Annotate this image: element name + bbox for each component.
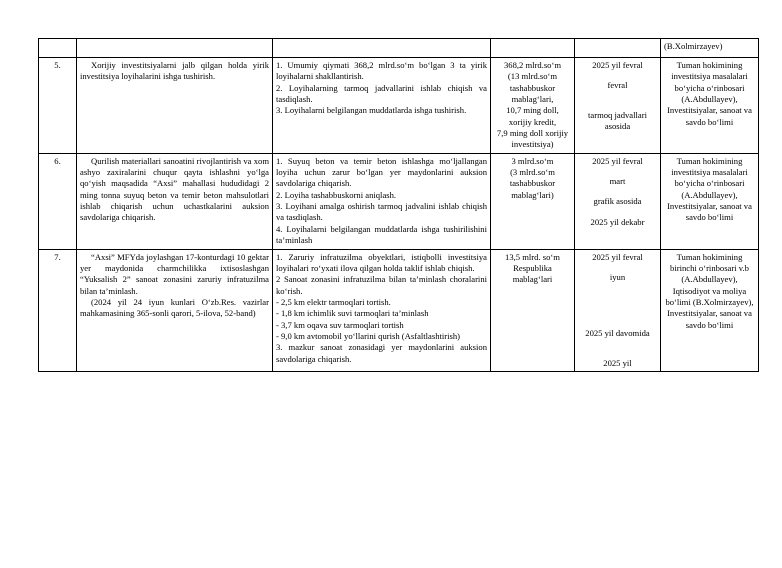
row-measures <box>273 58 491 154</box>
row-finance <box>491 58 575 154</box>
row-terms <box>575 58 661 154</box>
measure-item: 1. Suyuq beton va temir beton ishlashga mo‘ljallangan loyiha uchun zarur bo‘lgan yer maydonlarini auksion savdolariga chiqarish. <box>276 155 487 189</box>
measure-item: 2 Sanoat zonasini infratuzilma bilan ta’minlash choralarini ko‘rish. <box>276 274 487 296</box>
table-row-header-continuation <box>39 39 759 58</box>
measure-item: - 1,8 km ichimlik suvi tarmoqlari ta’minlash <box>276 308 429 319</box>
table-row <box>39 58 759 154</box>
row-task <box>77 249 273 371</box>
row-terms <box>575 153 661 249</box>
cell-responsible-author: (B.Xolmirzayev) <box>661 39 759 58</box>
finance-line: 3 mlrd.so‘m <box>511 155 554 166</box>
table-row <box>39 249 759 371</box>
row-finance <box>491 249 575 371</box>
measure-item: - 9,0 km avtomobil yo‘llarini qurish (Asfaltlashtirish) <box>276 330 461 341</box>
row-measures <box>273 249 491 371</box>
measure-item: 3. mazkur sanoat zonasidagi yer maydonlarini auksion savdolariga chiqarish. <box>276 342 487 364</box>
term-line: 2025 yil <box>603 357 632 368</box>
measure-item: 3. Loyihalarni belgilangan muddatlarda ishga tushirish. <box>276 105 467 116</box>
term-line: 2025 yil fevral <box>592 60 643 70</box>
action-plan-table <box>38 38 759 372</box>
row-responsible <box>661 153 759 249</box>
measure-item: 1. Zaruriy infratuzilma obyektlari, istiqbolli investitsiya loyihalari ro‘yxati ilova qilgan holda taklif ishlab chiqish. <box>276 251 487 273</box>
cell-measures-empty <box>273 39 491 58</box>
finance-line: (13 mlrd.so‘m tashabbuskor mablag‘lari, <box>507 71 558 105</box>
finance-line: 10,7 ming doll, xorijiy kredit, <box>506 105 559 127</box>
term-line: grafik asosida <box>593 196 642 207</box>
row-number: 6. <box>39 153 77 249</box>
task-text: Qurilish materiallari sanoatini rivojlantirish va xom ashyo zaxiralarini chuqur qayta ishlashni yo‘lga qo‘yish maqsadida “Axsi” mahallasi hududidagi 2 ming tonna suyuq beton va temir beton mahsulotlari ishlab chiqarish uchun uchastkalarini auksion savdolariga chiqarish. <box>80 155 269 223</box>
term-line: 2025 yil fevral <box>592 251 643 262</box>
term-line: mart <box>609 176 626 187</box>
measure-item: - 2,5 km elektr tarmoqlari tortish. <box>276 296 391 307</box>
cell-task-empty <box>77 39 273 58</box>
finance-line: 13,5 mlrd. so‘m Respublika mablag‘lari <box>505 251 560 285</box>
row-terms <box>575 249 661 371</box>
cell-finance-empty <box>491 39 575 58</box>
table-row <box>39 153 759 249</box>
row-finance <box>491 153 575 249</box>
measure-item: 3. Loyihani amalga oshirish tarmoq jadvalini ishlab chiqish va tasdiqlash. <box>276 201 487 223</box>
row-measures <box>273 153 491 249</box>
row-task <box>77 58 273 154</box>
term-line: 2025 yil dekabr <box>590 216 645 227</box>
responsible-line: Tuman hokimining investitsiya masalalari bo‘yicha o‘rinbosari (A.Abdullayev), Investitsiyalar, sanoat va savdo bo‘limi <box>667 155 752 223</box>
term-line: fevral <box>607 80 628 91</box>
term-line: iyun <box>609 271 626 282</box>
row-task <box>77 153 273 249</box>
row-responsible <box>661 58 759 154</box>
task-note: (2024 yil 24 iyun kunlari O‘zb.Res. vazirlar mahkamasining 365-sonli qarori, 5-ilova, 52-band) <box>80 296 269 319</box>
cell-terms-empty <box>575 39 661 58</box>
cell-num-empty <box>39 39 77 58</box>
row-responsible <box>661 249 759 371</box>
finance-line: 368,2 mlrd.so‘m <box>503 60 562 70</box>
finance-line: (3 mlrd.so‘m tashabbuskor mablag‘lari) <box>509 167 556 200</box>
measure-item: - 3,7 km oqava suv tarmoqlari tortish <box>276 319 404 330</box>
task-text: “Axsi” MFYda joylashgan 17-konturdagi 10 gektar yer maydonida charmchilikka ixtisoslashgan “Yuksalish 2” sanoat zonasini zaruriy infratuzilma bilan ta’minlash. <box>80 251 269 296</box>
finance-line: 7,9 ming doll xorijiy investitsiya) <box>496 128 569 150</box>
responsible-line: Tuman hokimining investitsiya masalalari bo‘yicha o‘rinbosari (A.Abdullayev), Investitsiyalar, sanoat va savdo bo‘limi <box>667 60 752 127</box>
measure-item: 2. Loyihalarning tarmoq jadvallarini ishlab chiqish va tasdiqlash. <box>276 82 487 105</box>
row-number: 7. <box>39 249 77 371</box>
row-number: 5. <box>39 58 77 154</box>
term-line: tarmoq jadvallari asosida <box>588 109 647 132</box>
term-line: 2025 yil davomida <box>585 328 650 339</box>
term-line: 2025 yil fevral <box>592 155 643 166</box>
measure-item: 4. Loyihalarni belgilangan muddatlarda ishga tushirilishini ta’minlash <box>276 223 487 246</box>
task-text: Xorijiy investitsiyalarni jalb qilgan holda yirik investitsiya loyihalarini ishga tushirish. <box>80 60 269 82</box>
measure-item: 2. Loyiha tashabbuskorni aniqlash. <box>276 189 397 200</box>
responsible-line: Tuman hokimining birinchi o‘rinbosari v.b (A.Abdullayev), Iqtisodiyot va moliya bo‘limi (B.Xolmirzayev), Investitsiyalar, sanoat va savdo bo‘limi <box>665 251 754 330</box>
measure-item: 1. Umumiy qiymati 368,2 mlrd.so‘m bo‘lgan 3 ta yirik loyihalarni shakllantirish. <box>276 60 487 82</box>
